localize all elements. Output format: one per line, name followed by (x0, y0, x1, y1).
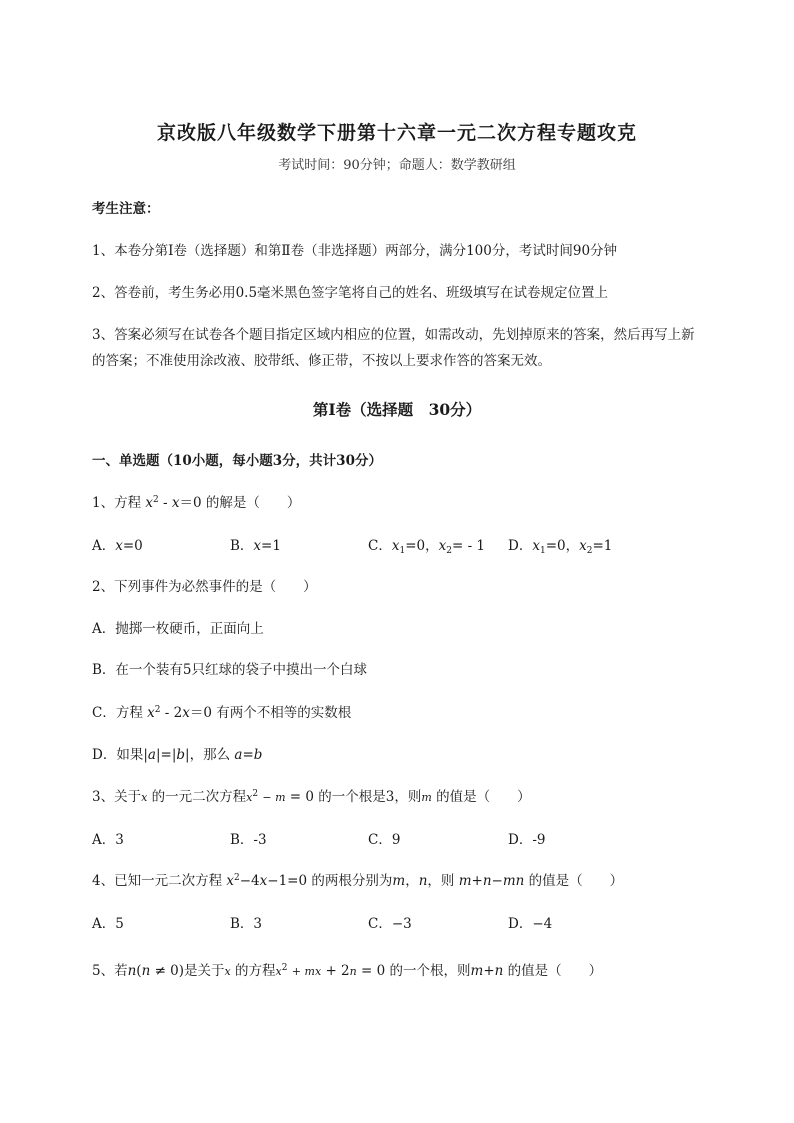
q2-option-b: B．在一个装有5只红球的袋子中摸出一个白球 (92, 662, 368, 678)
q2-option-d: D．如果|a|=|b|，那么 a=b (92, 747, 263, 763)
notice-item-2: 2、答卷前，考生务必用0.5毫米黑色签字笔将自己的姓名、班级填写在试卷规定位置上 (92, 285, 609, 301)
q4-option-a: A．5 (92, 916, 124, 932)
notice-item-3: 3、答案必须写在试卷各个题目指定区域内相应的位置，如需改动，先划掉原来的答案，然后再写上新 (92, 327, 695, 343)
notice-item-3-cont: 的答案；不准使用涂改液、胶带纸、修正带，不按以上要求作答的答案无效。 (92, 353, 551, 369)
q1-option-b: B．x=1 (230, 538, 281, 554)
q3-option-a: A．3 (92, 832, 124, 848)
question-3: 3、关于x 的一元二次方程$x^2 - m = 0$ 的一个根是3，则m 的值是（ ） (92, 789, 531, 805)
question-4: 4、已知一元二次方程 $x^2-4x-1=0$ 的两根分别为m，n，则 m+n−mn 的值是（ ） (92, 873, 624, 889)
q1-option-a: A．x=0 (92, 538, 143, 554)
q4-option-b: B．3 (230, 916, 263, 932)
exam-subtitle: 考试时间：90分钟；命题人：数学教研组 (278, 158, 516, 173)
q3-option-b: B．-3 (230, 832, 267, 848)
question-2: 2、下列事件为必然事件的是（ ） (92, 579, 317, 595)
q3-option-d: D．-9 (508, 832, 546, 848)
q1-option-c: C．$x_1=0$，$x_2= - 1$ (368, 538, 486, 556)
notice-heading: 考生注意： (92, 201, 160, 217)
q3-option-c: C．9 (368, 832, 401, 848)
question-1: 1、方程 $x^2 - x=0$ 的解是（ ） (92, 495, 301, 511)
notice-item-1: 1、本卷分第I卷（选择题）和第Ⅱ卷（非选择题）两部分，满分100分，考试时间90分钟 (92, 243, 618, 259)
page-title: 京改版八年级数学下册第十六章一元二次方程专题攻克 (156, 122, 637, 144)
q2-option-c: C．方程 $x^2 - 2x=0$ 有两个不相等的实数根 (92, 705, 352, 721)
section-heading: 一、单选题（10小题，每小题3分，共计30分） (92, 453, 382, 469)
question-5: 5、若n(n ≠ 0)是关于x 的方程$x^2$ + mx + 2n = 0 的一个根，则m+n 的值是（ ） (92, 963, 603, 979)
q2-option-a: A．抛掷一枚硬币，正面向上 (92, 621, 264, 637)
q4-option-c: C．−3 (368, 916, 412, 932)
q1-option-d: D．$x_1=0$，$x_2=1$ (508, 538, 613, 556)
q4-option-d: D．−4 (508, 916, 553, 932)
part-title: 第I卷（选择题 30分） (312, 400, 482, 419)
